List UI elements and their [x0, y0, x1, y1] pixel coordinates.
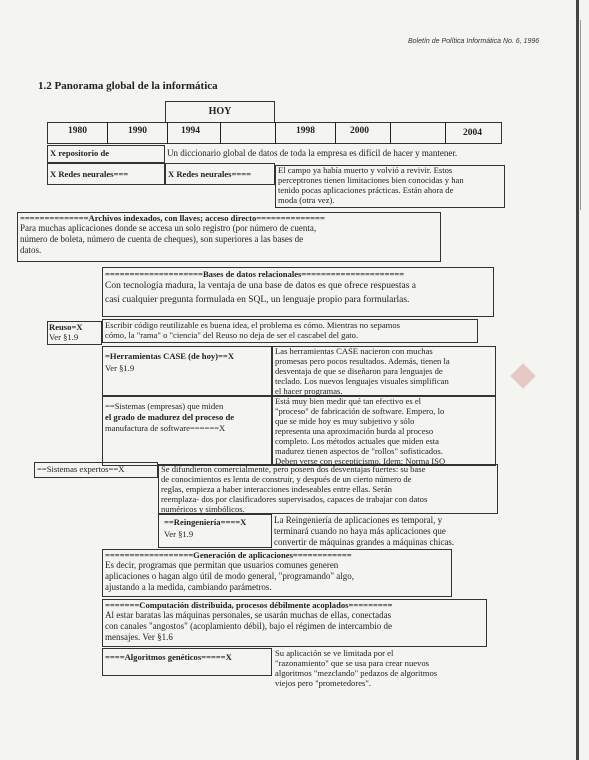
sistemas-desc: completo. Los métodos actuales que miden esta: [275, 436, 439, 446]
geneticos-desc: Su aplicación se ve limitada por el: [275, 648, 394, 658]
sistemas-desc: madurez tienen aspectos de "rollos" sofisticados.: [275, 446, 443, 456]
reuso-desc: cómo, la "rama" o "ciencia" del Reuso no deja de ser el cascabel del gato.: [105, 330, 359, 340]
archivos-desc: Para muchas aplicaciones donde se accesa un solo registro (por número de cuenta,: [20, 223, 317, 233]
section-title: 1.2 Panorama global de la informática: [38, 80, 218, 92]
geneticos-desc: algoritmos "mezclando" pedazos de algoritmos: [275, 668, 438, 678]
redes-desc: perceptrones tienen limitaciones bien conocidas y han: [278, 175, 464, 185]
case-desc: teclado. Los nuevos lenguajes visuales simplifican: [275, 376, 449, 386]
year-label: 2000: [350, 126, 369, 136]
redes-desc: El campo ya había muerto y volvió a revivir. Estos: [278, 165, 453, 175]
reuso-desc: Escribir código reutilizable es buena idea, el problema es cómo. Mientras no sepamos: [105, 320, 400, 330]
sistemas-desc: Está muy bien medir qué tan efectivo es el: [275, 396, 422, 406]
reuso-ver: Ver §1.9: [49, 332, 79, 342]
case-ver: Ver §1.9: [105, 363, 135, 373]
redes-label-2: X Redes neurales====: [168, 169, 252, 179]
year-label: 1990: [128, 126, 147, 136]
reingenieria-desc: terminará cuando no haya más aplicaciones que: [274, 526, 446, 536]
archivos-desc: datos.: [20, 245, 42, 255]
generacion-title: ==================Generación de aplicaciones============: [105, 550, 352, 560]
bases-desc: casi cualquier pregunta formulada en SQL, un lenguaje propio para formularlas.: [105, 295, 410, 305]
case-desc: promesas pero pocos resultados. Además, tienen la: [275, 356, 450, 366]
redes-desc: tenido pocas aplicaciones prácticas. Están ahora de: [278, 185, 454, 195]
hoy-label: HOY: [208, 106, 232, 117]
case-label: =Herramientas CASE (de hoy)==X: [105, 351, 235, 361]
geneticos-desc: viejos pero "prometedores".: [275, 678, 372, 688]
archivos-desc: número de boleta, número de cuenta de cheques), son superiores a las bases de: [20, 234, 304, 244]
geneticos-label: ====Algoritmos genéticos=====X: [105, 652, 232, 662]
sistemas-desc: representa una aproximación burda al proceso: [275, 426, 434, 436]
sistemas-desc: que se mide hoy es muy subjetivo y sólo: [275, 416, 415, 426]
expertos-desc: de conocimientos es lenta de construir, y después de un cierto número de: [161, 474, 412, 484]
case-desc: Las herramientas CASE nacieron con muchas: [275, 346, 433, 356]
sistemas-label: manufactura de software======X: [105, 423, 226, 433]
year-label: 1998: [296, 126, 315, 136]
case-desc: desventaja de que se diseñaron para lenguajes de: [275, 366, 443, 376]
sistemas-desc: Deben verse con escepticismo. Idem: Norma ISO: [275, 456, 446, 466]
expertos-desc: reglas, empieza a haber interacciones indeseables entre ellas. Serán: [161, 484, 392, 494]
year-label: 1980: [68, 126, 87, 136]
reingenieria-label: ==Reingeniería====X: [164, 517, 247, 527]
bases-title: ====================Bases de datos relacionales=====================: [105, 269, 405, 279]
repositorio-label: X repositorio de: [50, 148, 110, 158]
computacion-desc: Al estar baratas las máquinas personales, se usarán muchas de ellas, conectadas: [105, 610, 392, 620]
redes-label-1: X Redes neurales===: [50, 169, 129, 179]
reingenieria-desc: La Reingeniería de aplicaciones es temporal, y: [274, 515, 443, 525]
case-desc: el hacer programas.: [275, 386, 343, 396]
reingenieria-ver: Ver §1.9: [164, 529, 194, 539]
expertos-desc: numéricos y simbólicos.: [161, 504, 245, 514]
journal-header: Boletín de Política Informática No. 6, 1996: [408, 38, 540, 45]
generacion-desc: Es decir, programas que permitan que usuarios comunes generen: [105, 560, 339, 570]
geneticos-desc: "razonamiento" que se usa para crear nuevos: [275, 658, 429, 668]
computacion-desc: mensajes. Ver §1.6: [105, 632, 173, 642]
year-label: 1994: [181, 126, 200, 136]
reuso-label: Reuso=X: [49, 322, 83, 332]
expertos-label: ==Sistemas expertos==X: [37, 464, 125, 474]
year-label: 2004: [463, 128, 482, 138]
redes-desc: moda (otra vez).: [278, 195, 335, 205]
expertos-desc: Se difundieron comercialmente, pero poseen dos desventajas fuertes: su base: [161, 464, 426, 474]
reingenieria-desc: convertir de máquinas grandes a máquinas chicas.: [274, 537, 455, 547]
archivos-title: ==============Archivos indexados, con llaves; acceso directo==============: [20, 213, 325, 223]
sistemas-label: ==Sistemas (empresas) que miden: [105, 401, 224, 411]
computacion-title: =======Computación distribuida, procesos débilmente acoplados=========: [105, 600, 393, 610]
expertos-desc: reemplaza- dos por clasificadores supervisados, capaces de trabajar con datos: [161, 494, 428, 504]
computacion-desc: con canales "angostos" (acoplamiento débil), bajo el régimen de intercambio de: [105, 621, 392, 631]
generacion-desc: ajustando a la medida, cambiando parámetros.: [105, 582, 272, 592]
sistemas-desc: "proceso" de fabricación de software. Empero, lo: [275, 406, 445, 416]
sistemas-label: el grado de madurez del proceso de: [105, 412, 235, 422]
bases-desc: Con tecnología madura, la ventaja de una base de datos es que ofrece respuestas a: [105, 281, 416, 291]
page-tab-marker: [510, 363, 535, 388]
generacion-desc: aplicaciones o hagan algo útil de modo general, "programando" algo,: [105, 571, 355, 581]
repositorio-desc: Un diccionario global de datos de toda la empresa es difícil de hacer y mantener.: [167, 148, 458, 158]
scan-edge-line: [576, 0, 579, 760]
scan-edge-line: [580, 20, 581, 210]
